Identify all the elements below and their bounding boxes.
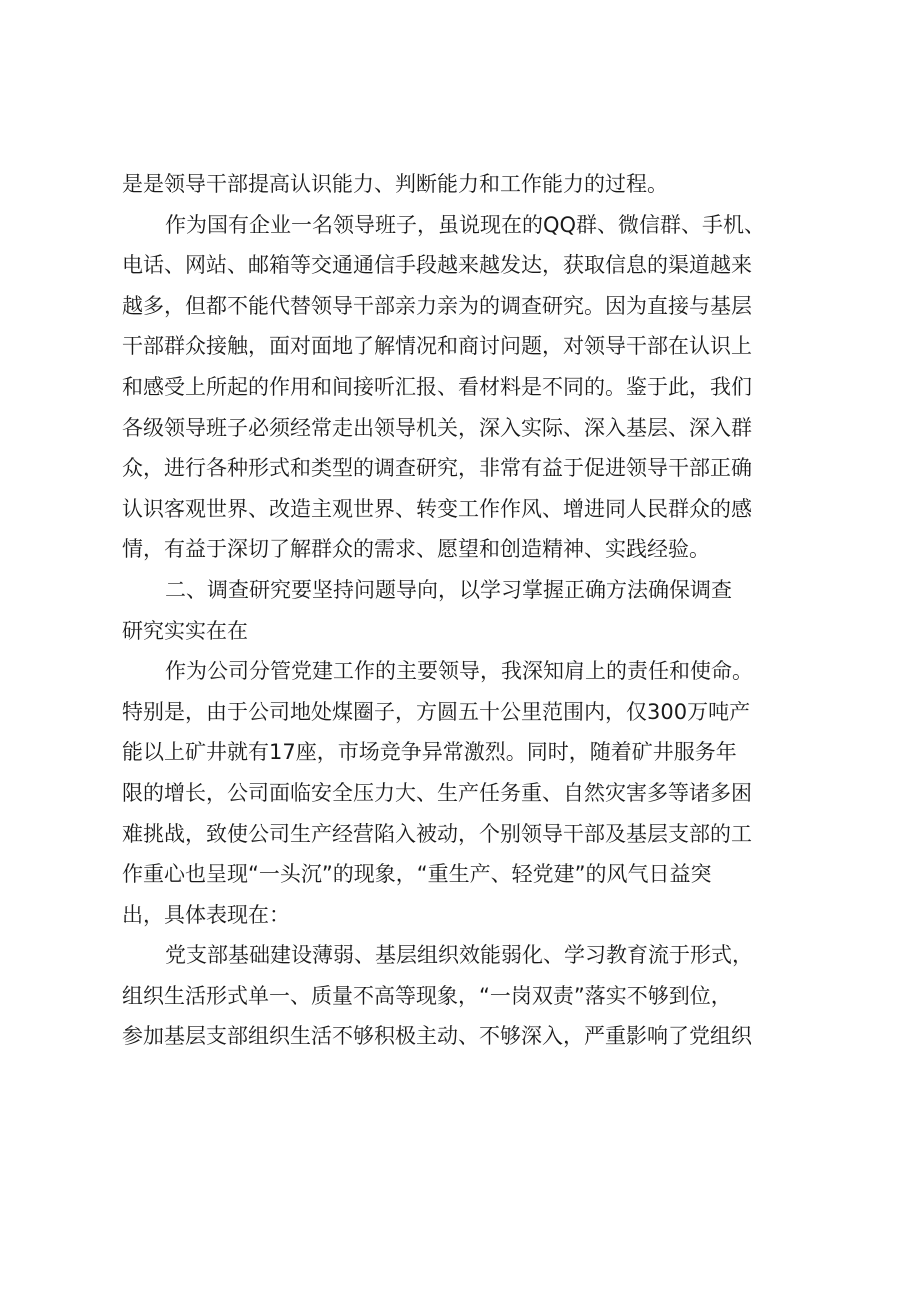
text-line: 作为国有企业一名领导班子，虽说现在的QQ群、微信群、手机、 xyxy=(165,212,766,237)
text-line: 参加基层支部组织生活不够积极主动、不够深入，严重影响了党组织 xyxy=(122,1024,752,1049)
section-heading-line: 二、调查研究要坚持问题导向，以学习掌握正确方法确保调查 xyxy=(165,577,732,602)
text-line: 干部群众接触，面对面地了解情况和商讨问题，对领导干部在认识上 xyxy=(122,334,752,359)
text-line: 和感受上所起的作用和间接听汇报、看材料是不同的。鉴于此，我们 xyxy=(122,374,752,399)
text-line: 作为公司分管党建工作的主要领导，我深知肩上的责任和使命。 xyxy=(165,659,753,684)
text-line: 电话、网站、邮箱等交通通信手段越来越发达，获取信息的渠道越来 xyxy=(122,253,752,278)
text-line: 作重心也呈现“一头沉”的现象，“重生产、轻党建”的风气日益突 xyxy=(122,862,712,887)
text-line: 越多，但都不能代替领导干部亲力亲为的调查研究。因为直接与基层 xyxy=(122,293,752,318)
text-line: 能以上矿井就有17座，市场竞争异常激烈。同时，随着矿井服务年 xyxy=(122,740,737,765)
document-body xyxy=(122,164,798,1057)
text-line: 限的增长，公司面临安全压力大、生产任务重、自然灾害多等诸多困 xyxy=(122,780,752,805)
text-line: 组织生活形式单一、质量不高等现象，“一岗双责”落实不够到位， xyxy=(122,983,732,1008)
text-line: 众，进行各种形式和类型的调查研究，非常有益于促进领导干部正确 xyxy=(122,456,752,481)
text-line: 出，具体表现在： xyxy=(122,902,290,927)
section-heading-line: 研究实实在在 xyxy=(122,618,248,643)
text-line: 难挑战，致使公司生产经营陷入被动，个别领导干部及基层支部的工 xyxy=(122,821,752,846)
text-line: 特别是，由于公司地处煤圈子，方圆五十公里范围内，仅300万吨产 xyxy=(122,699,751,724)
text-line: 情，有益于深切了解群众的需求、愿望和创造精神、实践经验。 xyxy=(122,537,710,562)
text-line: 是是领导干部提高认识能力、判断能力和工作能力的过程。 xyxy=(122,172,668,196)
text-line: 各级领导班子必须经常走出领导机关，深入实际、深入基层、深入群 xyxy=(122,415,752,440)
text-line: 认识客观世界、改造主观世界、转变工作作风、增进同人民群众的感 xyxy=(122,496,752,521)
text-line: 党支部基础建设薄弱、基层组织效能弱化、学习教育流于形式， xyxy=(165,943,753,968)
